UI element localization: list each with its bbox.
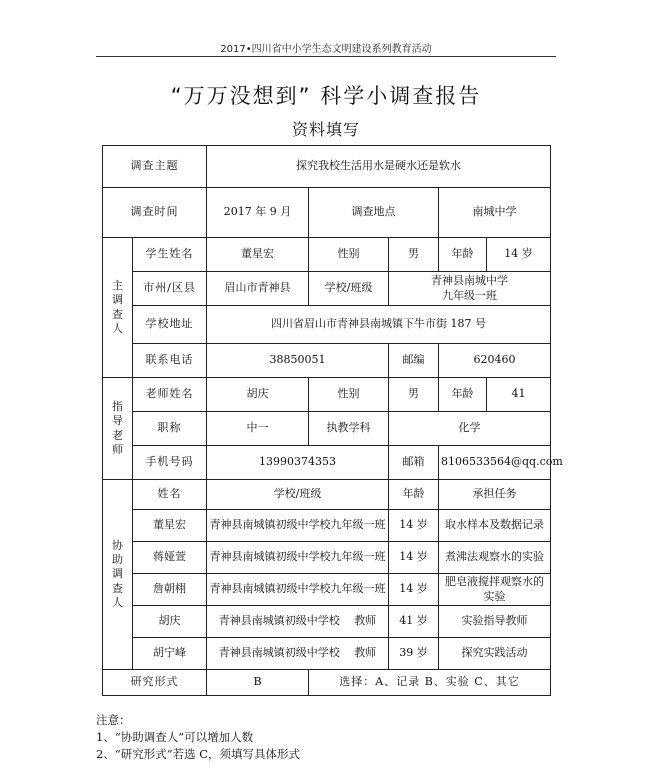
assistant-task: 肥皂液搅拌观察水的实验 <box>439 574 551 606</box>
student-name-label: 学生姓名 <box>133 238 207 272</box>
teacher-subject-label: 执教学科 <box>309 412 389 446</box>
survey-form-table <box>102 145 563 696</box>
teacher-contact-row <box>103 446 551 480</box>
report-subtitle: 资料填写 <box>291 120 360 139</box>
table-row <box>103 510 551 542</box>
address-row <box>103 306 551 344</box>
assistant-school: 青神县南城镇初级中学校九年级一班 <box>207 542 389 574</box>
table-row <box>103 542 551 574</box>
phone-row <box>103 344 551 378</box>
assistant-name: 詹朝栩 <box>133 574 207 606</box>
school-class-line2: 九年级一班 <box>442 288 497 302</box>
assistant-name: 胡宁峰 <box>133 638 207 670</box>
assistant-task: 探究实践活动 <box>439 638 551 670</box>
assistant-school: 青神县南城镇初级中学校九年级一班 <box>207 510 389 542</box>
table-row <box>103 606 551 638</box>
topic-row <box>103 146 551 188</box>
topic-label: 调查主题 <box>103 146 207 188</box>
assistant-name: 蒋娅萱 <box>133 542 207 574</box>
teacher-subject-value: 化学 <box>389 412 551 446</box>
student-age-value: 14 岁 <box>487 238 551 272</box>
assistant-age: 14 岁 <box>389 574 439 606</box>
research-value: B <box>207 670 309 696</box>
city-value: 眉山市青神县 <box>207 272 309 306</box>
assistant-school: 青神县南城镇初级中学校 教师 <box>207 606 389 638</box>
assistant-name: 胡庆 <box>133 606 207 638</box>
assistant-task: 实验指导教师 <box>439 606 551 638</box>
assistant-age: 39 岁 <box>389 638 439 670</box>
topic-value: 探究我校生活用水是硬水还是软水 <box>207 146 551 188</box>
note-item: 1、“协助调查人”可以增加人数 <box>96 730 254 744</box>
student-gender-value: 男 <box>389 238 439 272</box>
student-name-value: 董星宏 <box>207 238 309 272</box>
survey-time-label: 调查时间 <box>103 188 207 238</box>
survey-place-value: 南城中学 <box>439 188 551 238</box>
notes-heading: 注意： <box>96 713 131 727</box>
assistants-header-age: 年龄 <box>389 480 439 510</box>
school-class-label: 学校/班级 <box>309 272 389 306</box>
teacher-mobile-value: 13990374353 <box>207 446 389 480</box>
student-name-row <box>103 238 551 272</box>
assistants-section-label: 协助调查人 <box>103 480 133 670</box>
teacher-title-row <box>103 412 551 446</box>
teacher-age-label: 年龄 <box>439 378 487 412</box>
assistants-header-school: 学校/班级 <box>207 480 389 510</box>
header-rule <box>96 56 556 57</box>
postcode-value: 620460 <box>439 344 551 378</box>
phone-value: 38850051 <box>207 344 389 378</box>
teacher-name-row <box>103 378 551 412</box>
research-row <box>103 670 551 696</box>
assistant-school: 青神县南城镇初级中学校九年级一班 <box>207 574 389 606</box>
teacher-name-label: 老师姓名 <box>133 378 207 412</box>
teacher-name-value: 胡庆 <box>207 378 309 412</box>
assistant-task: 煮沸法观察水的实验 <box>439 542 551 574</box>
school-address-label: 学校地址 <box>133 306 207 344</box>
teacher-mobile-label: 手机号码 <box>133 446 207 480</box>
notes-section <box>96 712 300 763</box>
teacher-section-label: 指导老师 <box>103 378 133 480</box>
teacher-age-value: 41 <box>487 378 551 412</box>
student-gender-label: 性别 <box>309 238 389 272</box>
table-row <box>103 574 551 606</box>
main-investigator-section-label: 主调查人 <box>103 238 133 378</box>
assistant-age: 14 岁 <box>389 542 439 574</box>
school-address-value: 四川省眉山市青神县南城镇下牛市街 187 号 <box>207 306 551 344</box>
assistant-age: 14 岁 <box>389 510 439 542</box>
teacher-title-value: 中一 <box>207 412 309 446</box>
research-options: 选择：A、记录 B、实验 C、其它 <box>309 670 551 696</box>
assistant-age: 41 岁 <box>389 606 439 638</box>
survey-time-value: 2017 年 9 月 <box>207 188 309 238</box>
assistants-header-name: 姓名 <box>133 480 207 510</box>
assistants-header-task: 承担任务 <box>439 480 551 510</box>
time-place-row <box>103 188 551 238</box>
assistant-task: 取水样本及数据记录 <box>439 510 551 542</box>
city-label: 市州/区县 <box>133 272 207 306</box>
phone-label: 联系电话 <box>133 344 207 378</box>
survey-place-label: 调查地点 <box>309 188 439 238</box>
teacher-email-label: 邮箱 <box>389 446 439 480</box>
city-school-row <box>103 272 551 306</box>
postcode-label: 邮编 <box>389 344 439 378</box>
report-title: “万万没想到” 科学小调查报告 <box>170 84 482 108</box>
table-row <box>103 638 551 670</box>
assistants-header-row <box>103 480 551 510</box>
assistant-name: 董星宏 <box>133 510 207 542</box>
research-label: 研究形式 <box>103 670 207 696</box>
note-item: 2、“研究形式”若选 C，须填写具体形式 <box>96 747 301 761</box>
school-class-value <box>389 272 551 306</box>
assistant-school: 青神县南城镇初级中学校 教师 <box>207 638 389 670</box>
teacher-title-label: 职称 <box>133 412 207 446</box>
student-age-label: 年龄 <box>439 238 487 272</box>
page-header: 2017•四川省中小学生态文明建设系列教育活动 <box>220 44 432 55</box>
school-class-line1: 青神县南城中学 <box>431 274 508 288</box>
teacher-email-value: 8106533564@qq.com <box>439 446 551 480</box>
teacher-gender-value: 男 <box>389 378 439 412</box>
teacher-gender-label: 性别 <box>309 378 389 412</box>
